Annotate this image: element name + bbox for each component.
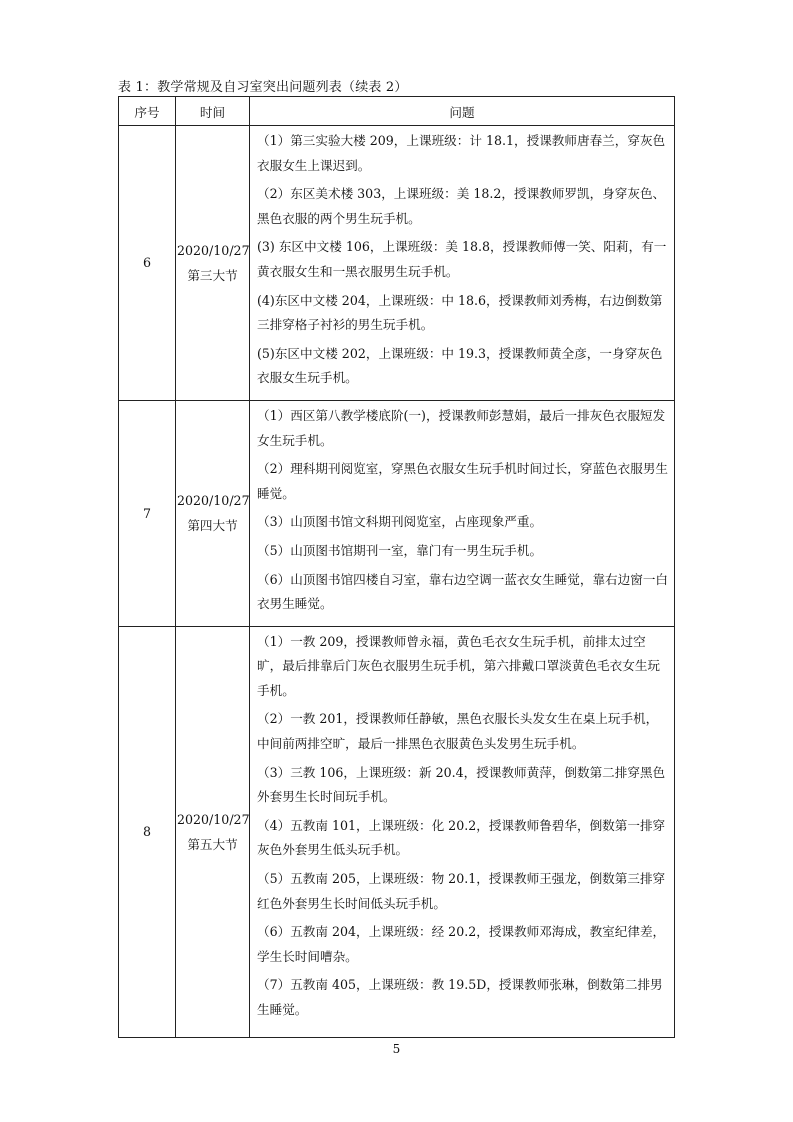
issues-table (118, 96, 675, 1038)
problem-item: (5)东区中文楼 202，上课班级：中 19.3，授课教师黄全彦，一身穿灰色衣服女生玩手机。 (257, 345, 663, 386)
problem-item: （3）三教 106，上课班级：新 20.4，授课教师黄萍，倒数第二排穿黑色外套男生长时间玩手机。 (257, 764, 666, 805)
row-period: 第三大节 (187, 267, 238, 283)
row-period: 第五大节 (187, 836, 238, 852)
header-seq: 序号 (119, 97, 176, 126)
header-time: 时间 (176, 97, 250, 126)
problem-item: （6）山顶图书馆四楼自习室，靠右边空调一蓝衣女生睡觉，靠右边窗一白衣男生睡觉。 (257, 571, 669, 612)
table-header-row (119, 97, 675, 126)
problem-item: （7）五教南 405，上课班级：教 19.5D，授课教师张琳，倒数第二排男生睡觉。 (257, 977, 663, 1017)
problem-item: （2）一教 201，授课教师任静敏，黑色衣服长头发女生在桌上玩手机，中间前两排空旷，最后一排黑色衣服黄色头发男生玩手机。 (257, 711, 659, 752)
row-problems (250, 626, 675, 1037)
table-row (119, 400, 675, 626)
row-time (176, 400, 250, 626)
problem-item: （5）山顶图书馆期刊一室，靠门有一男生玩手机。 (257, 542, 543, 558)
row-time (176, 626, 250, 1037)
row-seq: 7 (119, 400, 176, 626)
problem-item: （2）理科期刊阅览室，穿黑色衣服女生玩手机时间过长，穿蓝色衣服男生睡觉。 (257, 461, 669, 501)
row-date: 2020/10/27 (177, 493, 250, 509)
table-row (119, 626, 675, 1037)
row-date: 2020/10/27 (177, 811, 250, 827)
problem-item: （1）第三实验大楼 209，上课班级：计 18.1，授课教师唐春兰，穿灰色衣服女生上课迟到。 (257, 133, 666, 173)
header-problem: 问题 (250, 97, 675, 126)
problem-item: （4）五教南 101，上课班级：化 20.2，授课教师鲁碧华，倒数第一排穿灰色外套男生低头玩手机。 (257, 817, 666, 858)
problem-item: （1）一教 209，授课教师曾永福，黄色毛衣女生玩手机，前排太过空旷，最后排靠后门灰色衣服男生玩手机，第六排戴口罩淡黄色毛衣女生玩手机。 (257, 633, 660, 698)
row-seq: 8 (119, 626, 176, 1037)
problem-item: (3) 东区中文楼 106，上课班级：美 18.8，授课教师傅一笑、阳莉，有一黄衣服女生和一黑衣服男生玩手机。 (257, 239, 667, 279)
row-period: 第四大节 (187, 518, 238, 534)
problem-item: （3）山顶图书馆文科期刊阅览室，占座现象严重。 (257, 514, 543, 530)
row-seq: 6 (119, 126, 176, 401)
problem-item: （1）西区第八教学楼底阶(一)，授课教师彭慧娟，最后一排灰色衣服短发女生玩手机。 (257, 407, 666, 448)
problem-item: (4)东区中文楼 204，上课班级：中 18.6，授课教师刘秀梅，右边倒数第三排穿格子衬衫的男生玩手机。 (257, 292, 663, 333)
row-time (176, 126, 250, 401)
problem-item: （6）五教南 204，上课班级：经 20.2，授课教师邓海成，教室纪律差，学生长时间嘈杂。 (257, 924, 666, 964)
row-problems (250, 400, 675, 626)
page-number: 5 (392, 1042, 401, 1056)
problem-item: （2）东区美术楼 303，上课班级：美 18.2，授课教师罗凯，身穿灰色、黑色衣服的两个男生玩手机。 (257, 186, 666, 226)
table-caption: 表 1：教学常规及自习室突出问题列表（续表 2） (118, 80, 408, 95)
problem-item: （5）五教南 205，上课班级：物 20.1，授课教师王强龙，倒数第三排穿红色外套男生长时间低头玩手机。 (257, 871, 666, 911)
row-date: 2020/10/27 (177, 242, 250, 258)
row-problems (250, 126, 675, 401)
table-row (119, 126, 675, 401)
